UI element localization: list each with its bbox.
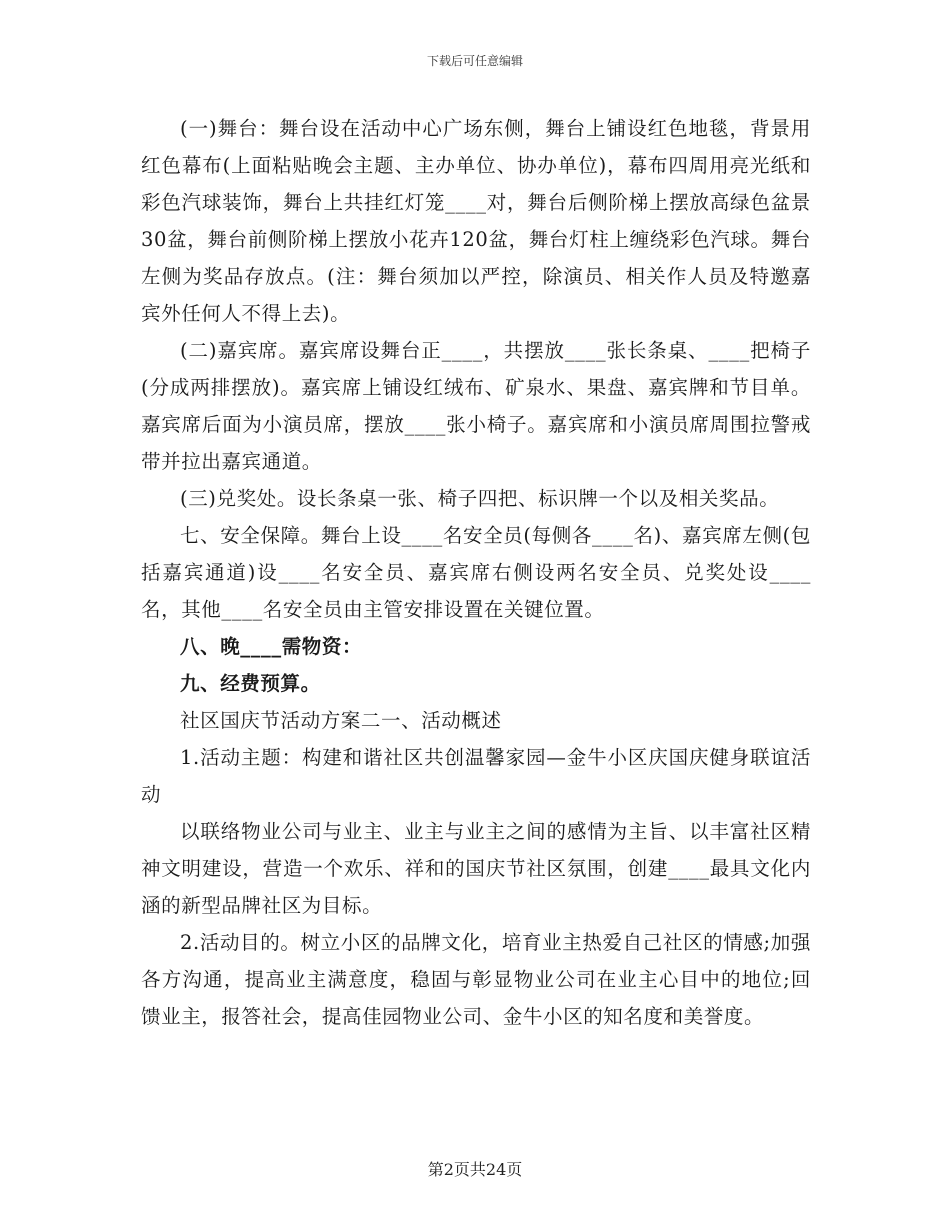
heading-materials: 八、晚____需物资： <box>180 635 363 658</box>
page-header: 下载后可任意编辑 <box>426 54 523 68</box>
paragraph-prize-desk: (三)兑奖处。设长条桌一张、椅子四把、标识牌一个以及相关奖品。 <box>180 487 780 510</box>
heading-budget: 九、经费预算。 <box>180 672 321 695</box>
page-footer: 第2页共24页 <box>427 1160 523 1179</box>
document-body <box>141 110 811 1035</box>
paragraph-activity-goal: 以联络物业公司与业主、业主与业主之间的感情为主旨、以丰富社区精神文明建设，营造一个欢乐、祥和的国庆节社区氛围，创建____最具文化内涵的新型品牌社区为目标。 <box>141 820 811 917</box>
paragraph-activity-purpose: 2.活动目的。树立小区的品牌文化，培育业主热爱自己社区的情感;加强各方沟通，提高业主满意度，稳固与彰显物业公司在业主心目中的地位;回馈业主，报答社会，提高佳园物业公司、金牛小区的知名度和美誉度。 <box>141 931 811 1028</box>
paragraph-guest-seats: (二)嘉宾席。嘉宾席设舞台正____，共摆放____张长条桌、____把椅子(分成两排摆放)。嘉宾席上铺设红绒布、矿泉水、果盘、嘉宾牌和节目单。嘉宾席后面为小演员席，摆放____张小椅子。嘉宾席和小演员席周围拉警戒带并拉出嘉宾通道。 <box>141 339 811 473</box>
paragraph-activity-theme: 1.活动主题：构建和谐社区共创温馨家园—金牛小区庆国庆健身联谊活动 <box>141 746 811 806</box>
paragraph-safety: 七、安全保障。舞台上设____名安全员(每侧各____名)、嘉宾席左侧(包括嘉宾通道)设____名安全员、嘉宾席右侧设两名安全员、兑奖处设____名，其他____名安全员由主管安排设置在关键位置。 <box>141 524 811 621</box>
paragraph-plan-two-overview: 社区国庆节活动方案二一、活动概述 <box>180 709 502 732</box>
paragraph-stage: (一)舞台：舞台设在活动中心广场东侧，舞台上铺设红色地毯，背景用红色幕布(上面粘贴晚会主题、主办单位、协办单位)，幕布四周用亮光纸和彩色汽球装饰，舞台上共挂红灯笼____对，舞台后侧阶梯上摆放高绿色盆景30盆，舞台前侧阶梯上摆放小花卉120盆，舞台灯柱上缠绕彩色汽球。舞台左侧为奖品存放点。(注：舞台须加以严控，除演员、相关作人员及特邀嘉宾外任何人不得上去)。 <box>141 117 811 325</box>
